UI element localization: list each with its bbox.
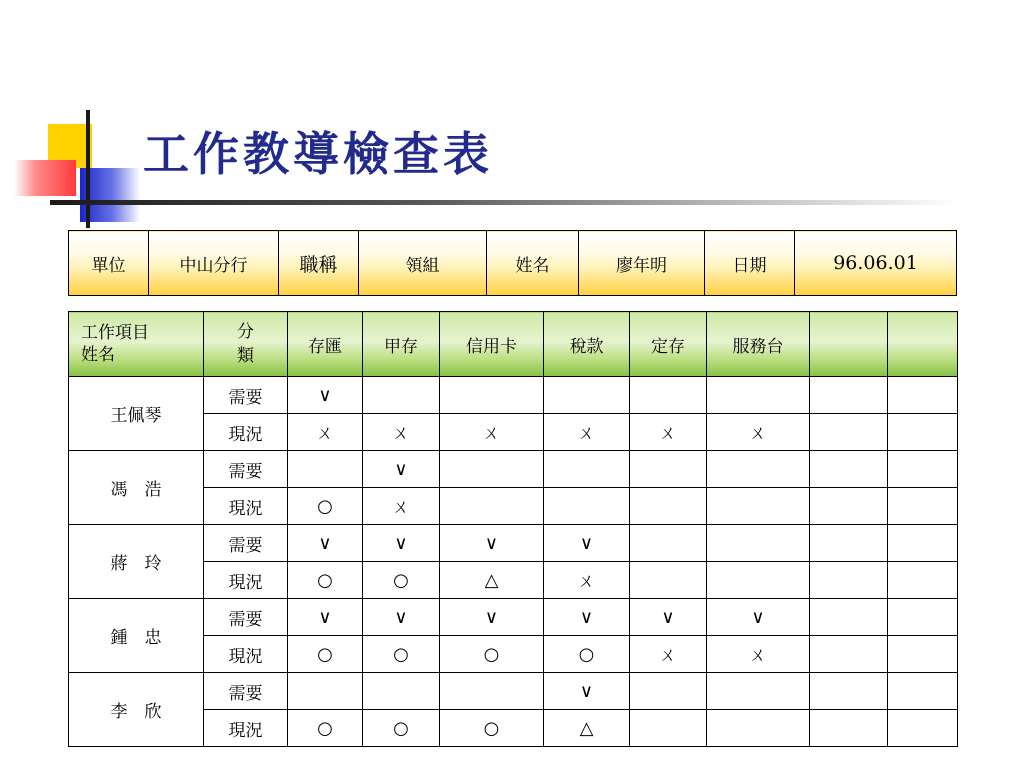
status-mark-cell [810, 488, 888, 525]
category-header-bottom: 類 [237, 346, 254, 366]
status-mark-cell: ㄨ [363, 488, 440, 525]
title-decoration-vertical-line [86, 110, 90, 228]
need-mark-cell [707, 525, 810, 562]
status-label: 現況 [204, 488, 288, 525]
need-mark-cell [440, 377, 544, 414]
need-mark-cell [440, 451, 544, 488]
need-mark-cell [810, 377, 888, 414]
status-mark-cell [888, 488, 958, 525]
status-label: 現況 [204, 636, 288, 673]
status-mark-cell: ㄨ [440, 414, 544, 451]
status-mark-cell: ○ [288, 710, 363, 747]
corner-header [69, 312, 204, 377]
status-mark-cell [707, 488, 810, 525]
person-name: 蔣 玲 [69, 525, 204, 599]
status-mark-cell: ㄨ [544, 562, 630, 599]
need-label: 需要 [204, 377, 288, 414]
need-label: 需要 [204, 525, 288, 562]
need-mark-cell: ∨ [363, 599, 440, 636]
need-mark-cell [888, 673, 958, 710]
status-mark-cell: ○ [288, 488, 363, 525]
column-header: 甲存 [363, 312, 440, 377]
need-mark-cell [288, 451, 363, 488]
status-mark-cell: ○ [288, 636, 363, 673]
name-value: 廖年明 [579, 231, 705, 296]
status-mark-cell: ○ [363, 562, 440, 599]
need-mark-cell [810, 525, 888, 562]
need-mark-cell [363, 673, 440, 710]
status-mark-cell [440, 488, 544, 525]
need-mark-cell: ∨ [288, 525, 363, 562]
status-mark-cell: ○ [363, 710, 440, 747]
status-mark-cell: ㄨ [630, 414, 707, 451]
need-mark-cell [544, 451, 630, 488]
category-header [204, 312, 288, 377]
status-label: 現況 [204, 710, 288, 747]
status-mark-cell [707, 710, 810, 747]
page-title: 工作教導檢查表 [143, 127, 493, 181]
need-label: 需要 [204, 451, 288, 488]
need-mark-cell [810, 599, 888, 636]
need-mark-cell [888, 599, 958, 636]
person-name: 鍾 忠 [69, 599, 204, 673]
column-header: 存匯 [288, 312, 363, 377]
title-underline [50, 200, 960, 205]
status-mark-cell: ○ [544, 636, 630, 673]
status-mark-cell [630, 488, 707, 525]
need-mark-cell [630, 377, 707, 414]
status-mark-cell: ㄨ [707, 636, 810, 673]
position-label: 職稱 [279, 231, 359, 296]
status-mark-cell: ㄨ [544, 414, 630, 451]
need-mark-cell [707, 377, 810, 414]
status-label: 現況 [204, 562, 288, 599]
need-label: 需要 [204, 599, 288, 636]
status-mark-cell: ㄨ [707, 414, 810, 451]
status-mark-cell: ㄨ [363, 414, 440, 451]
person-name: 李 欣 [69, 673, 204, 747]
person-name: 王佩琴 [69, 377, 204, 451]
need-mark-cell [630, 525, 707, 562]
status-mark-cell: △ [544, 710, 630, 747]
status-label: 現況 [204, 414, 288, 451]
need-mark-cell [810, 673, 888, 710]
status-mark-cell [810, 562, 888, 599]
need-mark-cell [544, 377, 630, 414]
column-header: 服務台 [707, 312, 810, 377]
need-mark-cell: ∨ [544, 673, 630, 710]
person-name: 馮 浩 [69, 451, 204, 525]
status-mark-cell [810, 636, 888, 673]
status-mark-cell: ○ [288, 562, 363, 599]
need-mark-cell: ∨ [544, 599, 630, 636]
status-mark-cell [810, 710, 888, 747]
status-mark-cell: ○ [440, 636, 544, 673]
unit-value: 中山分行 [149, 231, 279, 296]
status-mark-cell: ○ [363, 636, 440, 673]
corner-header-top: 工作項目 [81, 323, 149, 343]
need-mark-cell [440, 673, 544, 710]
need-mark-cell: ∨ [440, 599, 544, 636]
need-mark-cell [707, 673, 810, 710]
table-row [69, 451, 958, 488]
status-mark-cell [888, 636, 958, 673]
column-header: 信用卡 [440, 312, 544, 377]
need-mark-cell: ∨ [707, 599, 810, 636]
need-label: 需要 [204, 673, 288, 710]
info-table [68, 230, 957, 296]
date-value: 96.06.01 [795, 231, 957, 296]
table-row [69, 377, 958, 414]
checklist-table [68, 311, 958, 747]
need-mark-cell [630, 451, 707, 488]
need-mark-cell [810, 451, 888, 488]
title-decoration-red-bar [14, 160, 76, 196]
need-mark-cell: ∨ [363, 525, 440, 562]
need-mark-cell: ∨ [288, 599, 363, 636]
table-header-row [69, 312, 958, 377]
need-mark-cell: ∨ [630, 599, 707, 636]
column-header [810, 312, 888, 377]
corner-header-bottom: 姓名 [81, 345, 115, 365]
status-mark-cell: ㄨ [288, 414, 363, 451]
name-label: 姓名 [487, 231, 579, 296]
status-mark-cell [707, 562, 810, 599]
table-row [69, 525, 958, 562]
column-header [888, 312, 958, 377]
need-mark-cell: ∨ [544, 525, 630, 562]
status-mark-cell [888, 562, 958, 599]
position-value: 領組 [359, 231, 487, 296]
status-mark-cell: ○ [440, 710, 544, 747]
column-header: 稅款 [544, 312, 630, 377]
need-mark-cell [888, 377, 958, 414]
need-mark-cell [630, 673, 707, 710]
need-mark-cell [288, 673, 363, 710]
need-mark-cell [888, 451, 958, 488]
status-mark-cell [630, 710, 707, 747]
column-header: 定存 [630, 312, 707, 377]
status-mark-cell: △ [440, 562, 544, 599]
unit-label: 單位 [69, 231, 149, 296]
need-mark-cell [707, 451, 810, 488]
status-mark-cell [888, 414, 958, 451]
need-mark-cell: ∨ [363, 451, 440, 488]
status-mark-cell [630, 562, 707, 599]
need-mark-cell: ∨ [440, 525, 544, 562]
status-mark-cell [544, 488, 630, 525]
table-row [69, 599, 958, 636]
table-row [69, 673, 958, 710]
category-header-top: 分 [237, 322, 254, 342]
need-mark-cell [888, 525, 958, 562]
status-mark-cell [888, 710, 958, 747]
status-mark-cell [810, 414, 888, 451]
need-mark-cell: ∨ [288, 377, 363, 414]
date-label: 日期 [705, 231, 795, 296]
status-mark-cell: ㄨ [630, 636, 707, 673]
need-mark-cell [363, 377, 440, 414]
